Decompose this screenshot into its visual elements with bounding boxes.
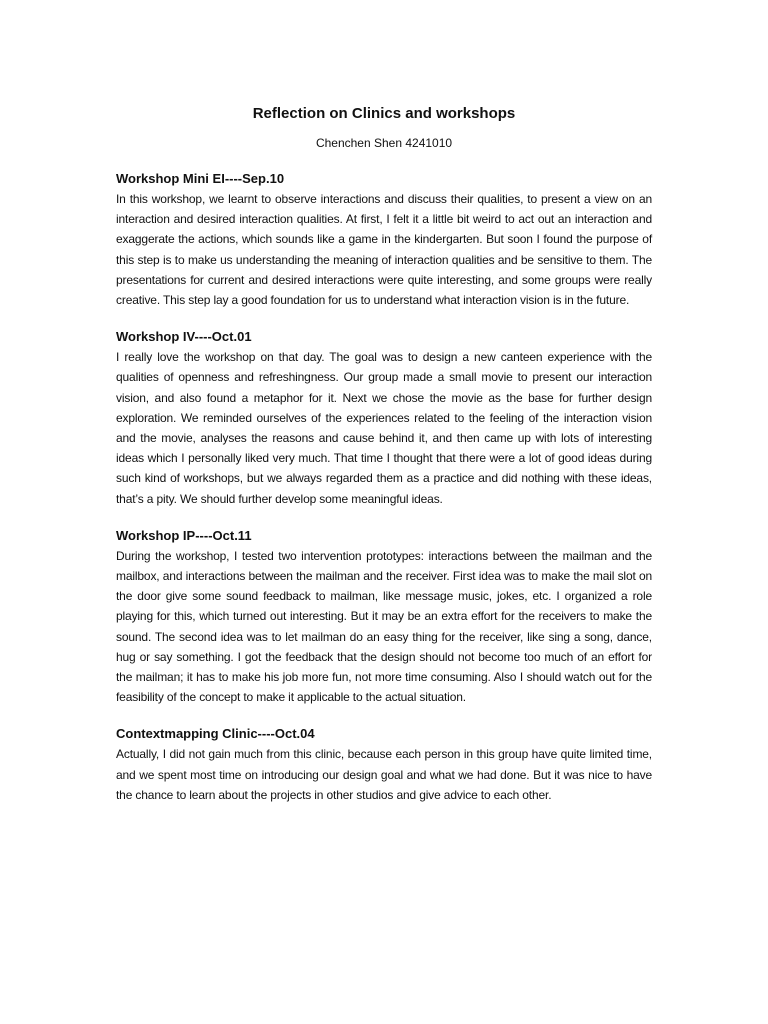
document-title: Reflection on Clinics and workshops bbox=[252, 105, 516, 122]
section-heading: Workshop IP----Oct.11 bbox=[116, 527, 252, 543]
section-workshop-iv bbox=[116, 327, 652, 509]
section-body: Actually, I did not gain much from this clinic, because each person in this group have quite limited time, and we spent most time on introducing our design goal and what we had done. But it was nice to have the chance to learn about the projects in other studios and give advice to each other. bbox=[116, 747, 652, 802]
section-contextmapping-clinic bbox=[116, 724, 652, 805]
document-page bbox=[116, 104, 652, 805]
section-heading: Workshop IV----Oct.01 bbox=[116, 329, 252, 345]
section-body: During the workshop, I tested two intervention prototypes: interactions between the mailman and the mailbox, and interactions between the mailman and the receiver. First idea was to make the mail slot on the door give some sound feedback to mailman, like message music, jokes, etc. I organized a role playing for this, which turned out interesting. But it may be an extra effort for the receivers to make the sound. The second idea was to let mailman do an easy thing for the receiver, like sing a song, dance, hug or say something. I got the feedback that the design should not become too much of an effort for the mailman; it has to make his job more fun, not more time consuming. Also I should watch out for the feasibility of the concept to make it applicable to the actual situation. bbox=[116, 548, 652, 705]
section-body: I really love the workshop on that day. The goal was to design a new canteen experience with the qualities of openness and refreshingness. Our group made a small movie to present our interaction vision, and also found a metaphor for it. Next we chose the movie as the base for further design exploration. We reminded ourselves of the experiences related to the feeling of the interaction vision and the movie, analyses the reasons and cause behind it, and then came up with lots of interesting ideas which I personally liked very much. That time I thought that there were a lot of good ideas during such kind of workshops, but we always regarded them as a practice and did nothing with these ideas, that’s a pity. We should further develop some meaningful ideas. bbox=[116, 350, 652, 506]
section-workshop-ip bbox=[116, 526, 652, 708]
section-workshop-mini-ei bbox=[116, 169, 652, 310]
section-heading: Contextmapping Clinic----Oct.04 bbox=[116, 726, 315, 742]
author-line: Chenchen Shen 4241010 bbox=[315, 136, 453, 150]
section-body: In this workshop, we learnt to observe interactions and discuss their qualities, to present a view on an interaction and desired interaction qualities. At first, I felt it a little bit weird to act out an interaction and exaggerate the actions, which sounds like a game in the kindergarten. But soon I found the purpose of this step is to make us understanding the meaning of interaction qualities and be sensitive to them. The presentations for current and desired interactions were quite interesting, and some groups were really creative. This step lay a good foundation for us to understand what interaction vision is in the future. bbox=[116, 192, 652, 308]
section-heading: Workshop Mini EI----Sep.10 bbox=[116, 171, 285, 186]
